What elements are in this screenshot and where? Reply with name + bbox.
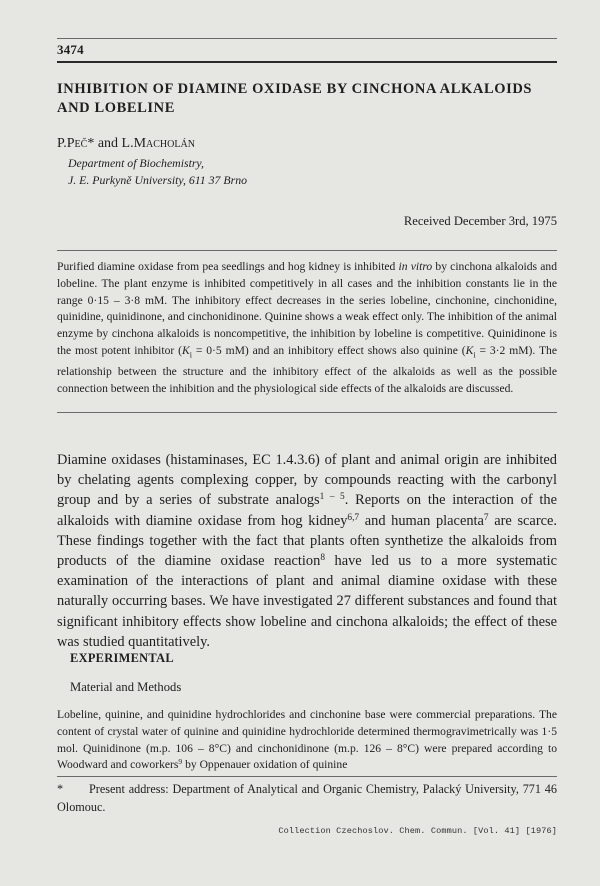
intro-text-5: have led us to a more systematic examination of the interactions of plant and animal diamine oxidase with these naturally occurring bases. We have investigated 27 different substances and found that significant inhibitory effects show lobeline and cinchona alkaloids; the effect of these was studied quantitatively. [57, 553, 557, 650]
footnote [57, 781, 557, 816]
author-2-initial: L. [121, 136, 134, 151]
citation-6-7[interactable]: 6,7 [347, 512, 360, 523]
citation-1-5[interactable]: 1 – 5 [319, 492, 345, 503]
ki-symbol-2: K [465, 343, 474, 357]
abstract-top-rule [57, 250, 557, 251]
methods-text-1: Lobeline, quinine, and quinidine hydrochlorides and cinchonine base were commercial preparations. The content of crystal water of quinine and quinidine hydrochloride determined thermogravimetrically was 1·5 mol. Quinidinone (m.p. 106 – 8°C) and cinchonidinone (m.p. 126 – 8°C) were prepared according to Woodward and coworkers [57, 708, 557, 772]
header-rule [57, 61, 557, 63]
introduction-paragraph [57, 450, 557, 652]
affiliation-line-2: J. E. Purkyně University, 611 37 Brno [68, 173, 247, 187]
author-1-initial: P. [57, 136, 67, 151]
abstract-text-3: = 0·5 mM) and an inhibitory effect shows also quinine ( [191, 343, 466, 357]
top-rule [57, 38, 557, 39]
author-joiner: and [94, 136, 122, 151]
footnote-text: Present address: Department of Analytical and Organic Chemistry, Palacký University, 771 46 Olomouc. [57, 782, 557, 814]
affiliation-line-1: Department of Biochemistry, [68, 156, 204, 170]
article-title [57, 80, 557, 118]
intro-text-3: and human placenta [359, 512, 484, 529]
abstract [57, 259, 557, 398]
affiliation [68, 155, 247, 189]
footnote-rule [57, 776, 557, 777]
abstract-text-1: Purified diamine oxidase from pea seedlings and hog kidney is inhibited [57, 260, 399, 273]
ki-subscript-1: i [189, 350, 192, 360]
intro-text-2: . Reports on the interaction of the alkaloids with diamine oxidase from hog kidney [57, 492, 557, 529]
methods-text-2: by Oppenauer oxidation of quinine [182, 758, 348, 772]
authors [57, 136, 195, 152]
subsection-heading-materials: Material and Methods [70, 680, 182, 694]
ki-subscript-2: i [473, 350, 476, 360]
methods-paragraph [57, 707, 557, 774]
title-line-1: INHIBITION OF DIAMINE OXIDASE BY CINCHONA ALKALOIDS [57, 81, 533, 97]
abstract-text-2: by cinchona alkaloids and lobeline. The plant enzyme is inhibited competitively in all cases and the inhibition constants lie in the range 0·15 – 3·8 mM. The inhibitory effect decreases in the series lobeline, cinchonine, cinchonidine, quinidine, quinidinone, and cinchonidinone. Quinine shows a weak effect only. The inhibition of the animal enzyme by cinchona alkaloids is noncompetitive, the inhibition by lobeline is competitive. Quinidinone is the most potent inhibitor ( [57, 260, 557, 357]
ki-symbol-1: K [181, 343, 190, 357]
citation-8[interactable]: 8 [320, 552, 325, 563]
author-1-footnote-mark: * [87, 136, 95, 151]
citation-9[interactable]: 9 [178, 757, 183, 767]
footnote-mark: * [57, 782, 64, 796]
author-1-name: Peč [66, 136, 88, 151]
abstract-italic-in-vitro: in vitro [398, 260, 433, 273]
intro-text-4: are scarce. These findings together with the fact that plants often synthetize the alkaloids from products of the diamine oxidase reaction [57, 512, 557, 570]
received-date: Received December 3rd, 1975 [403, 214, 557, 228]
journal-citation-footer: Collection Czechoslov. Chem. Commun. [Vol. 41] [1976] [278, 826, 557, 836]
abstract-text-4: = 3·2 mM). The relationship between the structure and the inhibitory effect of the alkaloids as well as the possible connection between the inhibition and the physiological side effects of the alkaloids are discussed. [57, 343, 557, 395]
intro-text-1: Diamine oxidases (histaminases, EC 1.4.3.6) of plant and animal origin are inhibited by chelating agents complexing copper, by compounds reacting with the carbonyl group and by a series of substrate analogs [57, 452, 557, 509]
title-line-2: AND LOBELINE [57, 100, 175, 116]
page-number: 3474 [57, 42, 84, 57]
section-heading-experimental: EXPERIMENTAL [70, 651, 174, 665]
abstract-bottom-rule [57, 412, 557, 413]
author-2-name: Macholán [133, 136, 195, 151]
citation-7[interactable]: 7 [483, 512, 489, 523]
